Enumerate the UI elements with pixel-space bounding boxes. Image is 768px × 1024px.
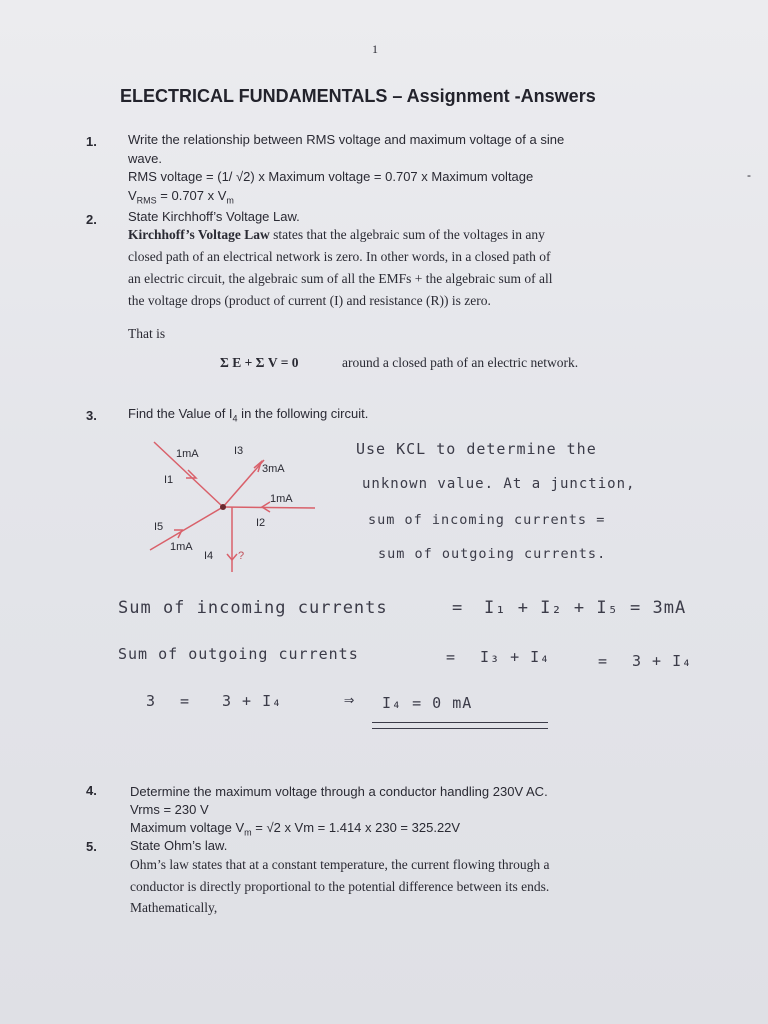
page-number: 1 [372,42,378,56]
question-4-text: Determine the maximum voltage through a conductor handling 230V AC. [130,784,548,799]
hand-note-line1: Use KCL to determine the [356,440,597,458]
answer-4-line2 [130,820,460,838]
that-is-label: That is [128,326,166,341]
work-final-equals: = [180,692,191,710]
implies-arrow-icon: ⇒ [344,690,356,710]
answer-2-line2: closed path of an electrical network is zero. In other words, in a closed path of [128,249,551,264]
work-incoming-sum: I₁ + I₂ + I₅ = 3mA [484,598,687,618]
margin-mark: - [747,168,751,182]
page-title: ELECTRICAL FUNDAMENTALS – Assignment -Answers [120,86,596,106]
label-i1: I1 [164,474,174,486]
answer-2-line1 [128,227,545,243]
hand-note-line4: sum of outgoing currents. [378,546,607,562]
answer-5-line1: Ohm’s law states that at a constant temperature, the current flowing through a [130,857,550,872]
label-i5: I5 [154,521,164,533]
work-incoming-equals: = [452,598,464,618]
answer-1-line2 [128,188,234,206]
label-i4: I4 [204,550,214,562]
answer-1-v-symbol: V [128,188,137,203]
answer-1-rms-subscript: RMS [136,195,157,206]
work-outgoing-equals: = [446,648,457,666]
label-i2: I2 [256,517,266,529]
question-number-3: 3. [86,408,97,423]
question-number-4: 4. [86,783,97,798]
answer-5-line3: Mathematically, [130,900,218,915]
label-i3: I3 [234,445,244,457]
work-outgoing-result: 3 + I₄ [632,652,693,670]
label-i3-value: 3mA [262,463,285,475]
question-number-1: 1. [86,134,97,149]
result-double-underline [372,722,548,729]
question-1-text-line1: Write the relationship between RMS voltage and maximum voltage of a sine [128,132,565,147]
work-final-left: 3 [146,692,157,710]
junction-node [220,504,226,510]
answer-4-line1: Vrms = 230 V [130,802,209,817]
label-i1-value: 1mA [176,448,199,460]
answer-2-line3: an electric circuit, the algebraic sum of all the EMFs + the algebraic sum of all [128,271,553,286]
question-5-text: State Ohm’s law. [130,838,228,853]
label-i5-value: 1mA [170,541,193,553]
question-3-suffix: in the following circuit. [237,406,369,421]
question-number-5: 5. [86,839,97,854]
question-3-text [128,406,368,424]
work-incoming-label: Sum of incoming currents [118,598,388,618]
question-3-prefix: Find the Value of I [128,406,233,421]
work-outgoing-label: Sum of outgoing currents [118,645,359,663]
kvl-equation-note: around a closed path of an electric network. [342,355,579,370]
answer-2-line1-rest: states that the algebraic sum of the voltages in any [269,227,545,242]
question-1-text-line2: wave. [128,151,162,166]
answer-1-line1: RMS voltage = (1/ √2) x Maximum voltage = 0.707 x Maximum voltage [128,169,534,184]
work-final-result: I₄ = 0 mA [382,694,473,712]
answer-4-equation: = √2 x Vm = 1.414 x 230 = 325.22V [251,820,461,835]
question-2-text: State Kirchhoff’s Voltage Law. [128,209,300,224]
hand-note-line2: unknown value. At a junction, [362,476,636,492]
kcl-junction-diagram [140,432,340,582]
work-outgoing-equals-2: = [598,652,609,670]
label-i2-value: 1mA [270,493,293,505]
hand-note-line3: sum of incoming currents = [368,512,606,528]
answer-1-m-subscript: m [226,195,234,206]
answer-2-term: Kirchhoff’s Voltage Law [128,227,270,242]
answer-5-line2: conductor is directly proportional to the potential difference between its ends. [130,879,550,894]
work-outgoing-sum: I₃ + I₄ [480,648,551,666]
label-unknown: ? [238,550,245,562]
branch-i3-line [223,460,264,507]
question-3-subscript: 4 [232,413,238,424]
kvl-equation: Σ E + Σ V = 0 [220,355,299,370]
answer-4-prefix: Maximum voltage V [130,820,245,835]
branch-i2-line [223,507,315,508]
question-number-2: 2. [86,212,97,227]
answer-1-equation: = 0.707 x V [156,188,227,203]
answer-2-line4: the voltage drops (product of current (I) and resistance (R)) is zero. [128,293,491,308]
answer-4-subscript: m [244,827,252,838]
work-final-mid: 3 + I₄ [222,692,283,710]
